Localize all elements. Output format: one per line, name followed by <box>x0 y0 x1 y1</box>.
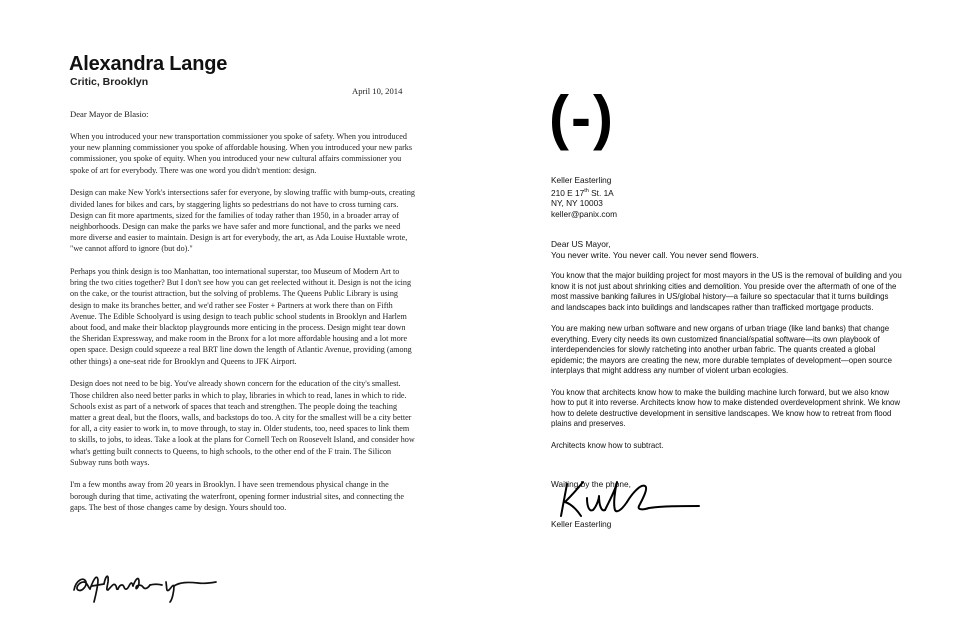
body-paragraph: You know that the major building project for most mayors in the US is the removal of building and you know it is not just about shrinking cities and demolition. You preside over the aftermath of one of the most massive banking failures in US/global history—a failure so spectacular that it turns buildings and landscapes back into buildings and landscapes rather than trafficked mortgage products. <box>551 271 902 312</box>
salutation: Dear Mayor de Blasio: <box>70 109 149 119</box>
body-paragraph: Design does not need to be big. You've already shown concern for the education of the city's smallest. Those children also need better parks in which to play, libraries in which to read, lanes in which to ride. Schools exist as part of a network of spaces that teach and strengthen. The people doing the teaching matter a great deal, but the floors, walls, and backstops do too. A city for the smallest will be a city better for all, a city easier to work in, to move through, to stay in. Older students, too, need spaces to link them to skills, to jobs, to ideas. Take a look at the plans for Cornell Tech on Roosevelt Island, and consider how what's getting built connects to Queens, to high schools, to the other end of the F train. The Silicon Subway runs both ways. <box>70 379 415 467</box>
address-line-1: 210 E 17th St. 1A <box>551 187 614 198</box>
handwritten-signature <box>70 568 220 604</box>
sender-address <box>551 175 617 219</box>
body-paragraph: When you introduced your new transportation commissioner you spoke of safety. When you introduced your new planning commissioner you spoke of affordable housing. When you introduced your new parks commissioner, you spoke of equity. When you introduced your new cultural affairs commissioner you spoke of art for everybody. There was one word you didn't mention: design. <box>70 132 413 175</box>
author-role: Critic, Brooklyn <box>70 76 149 88</box>
body-paragraph: Architects know how to subtract. <box>551 440 664 450</box>
opening-line: You never write. You never call. You never send flowers. <box>551 249 759 260</box>
body-paragraph: I'm a few months away from 20 years in Brooklyn. I have seen tremendous physical change in the borough during that time, activating the waterfront, opening former industrial sites, and connecting the gaps. The best of those changes came by design. Yours should too. <box>70 480 404 512</box>
author-name: Alexandra Lange <box>69 53 228 75</box>
salutation-block <box>551 239 759 260</box>
sender-email: keller@panix.com <box>551 208 618 219</box>
handwritten-signature <box>553 476 703 522</box>
letter-body <box>551 271 903 462</box>
closing-line: Waiting by the phone, <box>551 479 631 489</box>
body-paragraph: You know that architects know how to make the building machine lurch forward, but we also know how to put it into reverse. Architects know how to make distended overdevelopment shrink. We know how to delete destructive development in sensitive landscapes. We know how to retreat from flood plains and preserves. <box>551 387 901 429</box>
sender-name: Keller Easterling <box>551 175 612 185</box>
logo: (-) <box>549 84 615 151</box>
body-paragraph: Perhaps you think design is too Manhattan, too international superstar, too Museum of Modern Art to bring the two cities together? But I don't see how you can get reelected without it. Design is not the icing on the cake, or the tourist attraction, but the solving of problems. The Queens Public Library is using design to make its branches better, and we'd rather see Foster + Partners at work there than on Fifth Avenue. The Edible Schoolyard is using design to teach public school students in Brooklyn and Harlem about food, and make their blacktop playgrounds more enticing in the process. Design might tear down the Sheridan Expressway, and make room in the Bronx for a lot more affordable housing and a lot more open space. Design could squeeze a real BRT line down the length of Atlantic Avenue, providing (among other things) a one-seat ride for Brooklyn and Queens to JFK Airport. <box>70 267 412 366</box>
salutation: Dear US Mayor, <box>551 239 611 249</box>
body-paragraph: Design can make New York's intersections safer for everyone, by slowing traffic with bump-outs, creating divided lanes for bikes and cars, by staggering lights so pedestrians do not have to cross turning cars. Design can fit more apartments, sized for the families of today rather than 1950, in a broader array of neighborhoods. Design can make the parks we have safer and more functional, and the parks we need more diverse and easier to maintain. Design is art for everybody, the art, as Ada Louise Huxtable wrote, "we cannot afford to ignore (but do)." <box>70 188 415 254</box>
letter-body <box>70 131 416 525</box>
letter-date: April 10, 2014 <box>352 86 403 96</box>
address-line-2: NY, NY 10003 <box>551 197 603 208</box>
signature-name: Keller Easterling <box>551 519 612 529</box>
body-paragraph: You are making new urban software and new organs of urban triage (like land banks) that change everything. Every city needs its own customized financial/spatial software—its own playbook of interdependencies for slowly ratcheting into another urban fabric. The quants created a global epidemic; the mayors are creating the new, more durable templates of development—open source interplays that might address any number of violent urban ecologies. <box>551 323 892 376</box>
